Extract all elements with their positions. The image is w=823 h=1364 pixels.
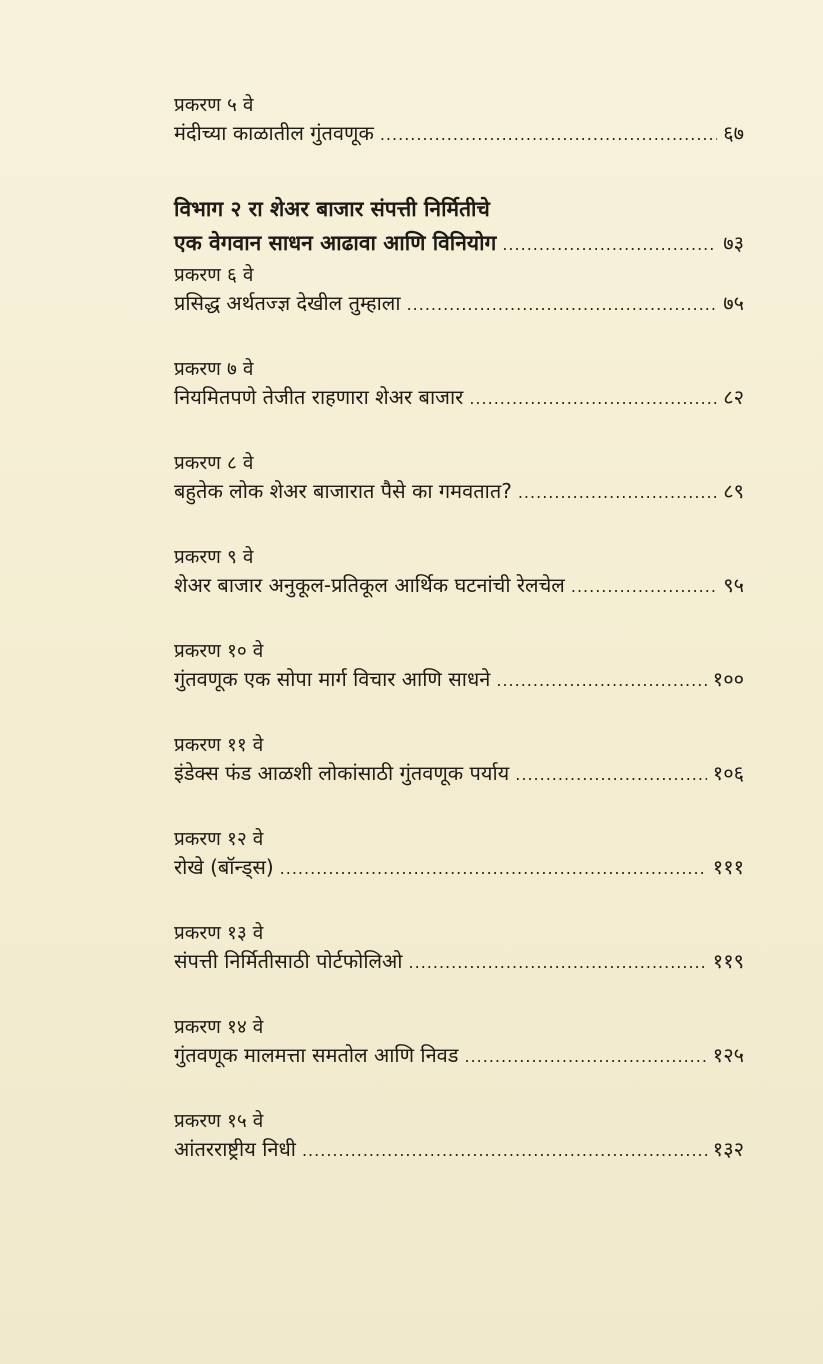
chapter-title-line xyxy=(174,664,744,696)
chapter-title-line xyxy=(174,946,744,978)
page-number: ८२ xyxy=(723,385,744,409)
dot-leader xyxy=(515,760,707,790)
dot-leader xyxy=(469,384,717,414)
chapter-label: प्रकरण १४ वे xyxy=(174,1016,264,1038)
toc-entry xyxy=(174,92,744,150)
toc-entry xyxy=(174,920,744,978)
section-heading-title: एक वेगवान साधन आढावा आणि विनियोग xyxy=(174,231,497,255)
table-of-contents xyxy=(174,92,744,1202)
chapter-title: इंडेक्स फंड आळशी लोकांसाठी गुंतवणूक पर्याय xyxy=(174,761,510,785)
chapter-title-line xyxy=(174,570,744,602)
page-number: ६७ xyxy=(723,121,744,145)
chapter-title: गुंतवणूक एक सोपा मार्ग विचार आणि साधने xyxy=(174,667,491,691)
page-number: ११९ xyxy=(712,949,744,973)
page-number: ७५ xyxy=(723,291,744,315)
chapter-label: प्रकरण ६ वे xyxy=(174,264,254,286)
chapter-title: मंदीच्या काळातील गुंतवणूक xyxy=(174,121,374,145)
dot-leader xyxy=(302,1136,707,1166)
page-number: १११ xyxy=(712,855,744,879)
chapter-title-line xyxy=(174,1040,744,1072)
chapter-label: प्रकरण १५ वे xyxy=(174,1110,264,1132)
chapter-title-line xyxy=(174,288,744,320)
chapter-title-line xyxy=(174,476,744,508)
dot-leader xyxy=(380,120,717,150)
chapter-label: प्रकरण १२ वे xyxy=(174,828,264,850)
chapter-label: प्रकरण १० वे xyxy=(174,640,264,662)
chapter-title: शेअर बाजार अनुकूल-प्रतिकूल आर्थिक घटनांची रेलचेल xyxy=(174,573,565,597)
page-number: १२५ xyxy=(712,1043,744,1067)
chapter-title: प्रसिद्ध अर्थतज्ज्ञ देखील तुम्हाला xyxy=(174,291,401,315)
dot-leader xyxy=(465,1042,707,1072)
page-number: १३२ xyxy=(712,1137,744,1161)
chapter-title: आंतरराष्ट्रीय निधी xyxy=(174,1137,296,1161)
chapter-label: प्रकरण ९ वे xyxy=(174,546,254,568)
dot-leader xyxy=(518,478,717,508)
dot-leader xyxy=(502,230,717,260)
toc-entry xyxy=(174,544,744,602)
dot-leader xyxy=(407,290,718,320)
chapter-title: नियमितपणे तेजीत राहणारा शेअर बाजार xyxy=(174,385,464,409)
chapter-title-line xyxy=(174,118,744,150)
chapter-label: प्रकरण ५ वे xyxy=(174,94,254,116)
chapter-label: प्रकरण १३ वे xyxy=(174,922,264,944)
section-heading-block xyxy=(174,194,744,262)
toc-entry xyxy=(174,356,744,414)
toc-entry xyxy=(174,826,744,884)
chapter-title: गुंतवणूक मालमत्ता समतोल आणि निवड xyxy=(174,1043,459,1067)
toc-entry xyxy=(174,732,744,790)
section-heading-line-2 xyxy=(174,228,744,262)
chapter-label: प्रकरण ८ वे xyxy=(174,452,254,474)
chapter-title: बहुतेक लोक शेअर बाजारात पैसे का गमवतात? xyxy=(174,479,512,503)
dot-leader xyxy=(571,572,717,602)
dot-leader xyxy=(496,666,706,696)
section-heading-line-1: विभाग २ रा शेअर बाजार संपत्ती निर्मितीचे xyxy=(174,197,490,221)
chapter-label: प्रकरण ११ वे xyxy=(174,734,264,756)
chapter-title: संपत्ती निर्मितीसाठी पोर्टफोलिओ xyxy=(174,949,403,973)
page-number: ८९ xyxy=(723,479,744,503)
toc-entry xyxy=(174,638,744,696)
chapter-title-line xyxy=(174,1134,744,1166)
dot-leader xyxy=(409,948,707,978)
page-number: १०० xyxy=(712,667,744,691)
toc-entry xyxy=(174,1108,744,1166)
page-number: ७३ xyxy=(723,231,744,255)
chapter-title-line xyxy=(174,382,744,414)
toc-entry xyxy=(174,1014,744,1072)
toc-entry xyxy=(174,262,744,320)
chapter-label: प्रकरण ७ वे xyxy=(174,358,254,380)
chapter-title-line xyxy=(174,758,744,790)
dot-leader xyxy=(280,854,707,884)
page-number: १०६ xyxy=(712,761,744,785)
chapter-title: रोखे (बॉन्ड्स) xyxy=(174,855,274,879)
chapter-title-line xyxy=(174,852,744,884)
toc-entry xyxy=(174,450,744,508)
page-number: ९५ xyxy=(723,573,744,597)
